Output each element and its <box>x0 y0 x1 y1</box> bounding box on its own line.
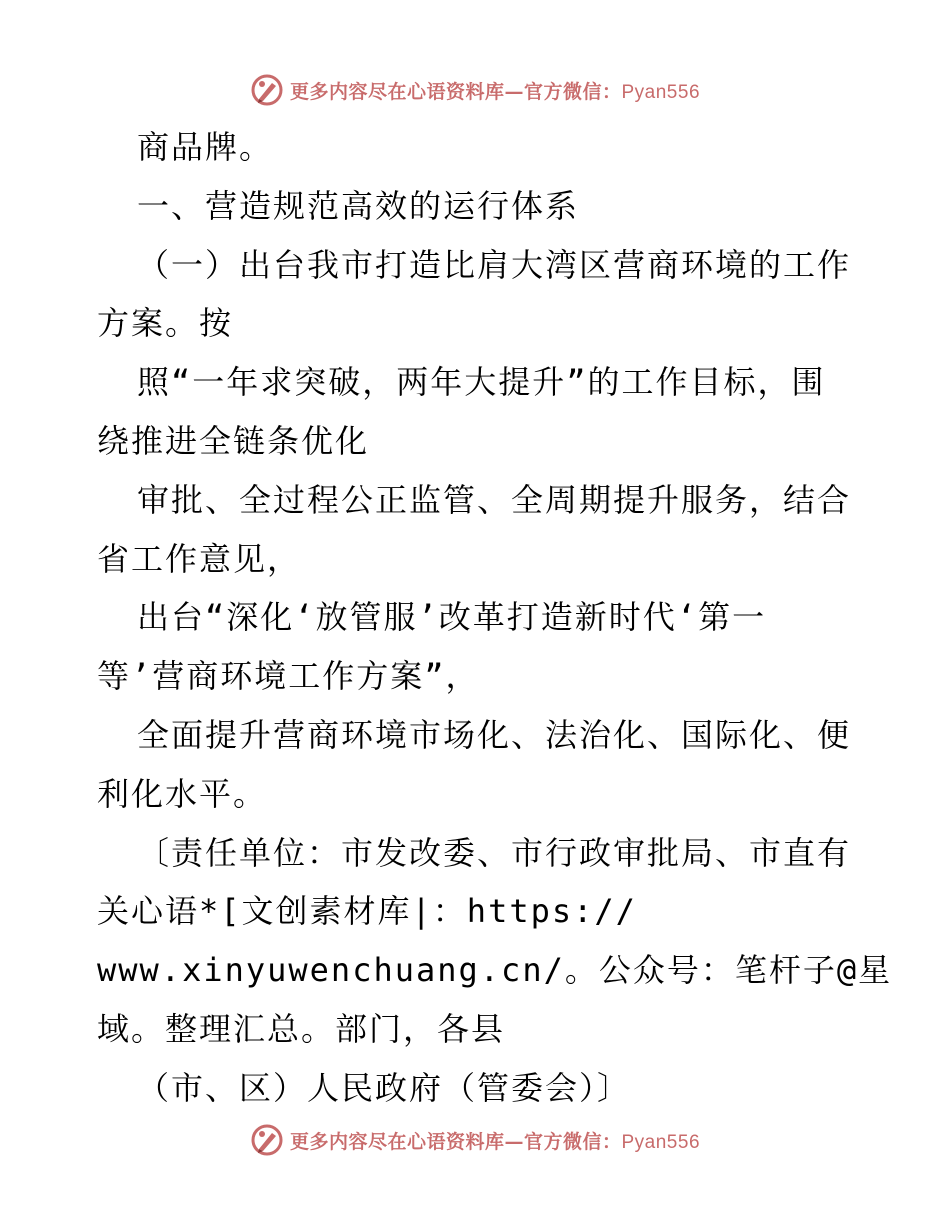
document-body <box>97 118 893 1118</box>
footer-banner-title: 更多内容尽在心语资料库—官方微信： <box>289 1130 622 1153</box>
body-line: 照“一年求突破，两年大提升”的工作目标，围 <box>137 363 826 402</box>
section-heading: 一、营造规范高效的运行体系 <box>137 186 580 225</box>
body-line: www.xinyuwenchuang.cn/。公众号：笔杆子@星 <box>97 951 893 990</box>
pen-nib-logo-icon <box>250 1123 284 1157</box>
body-line: 商品牌。 <box>137 128 274 166</box>
footer-banner <box>0 1120 950 1160</box>
body-line: （一）出台我市打造比肩大湾区营商环境的工作 <box>137 245 852 284</box>
body-line: 等’营商环境工作方案”， <box>97 657 480 696</box>
body-line: （市、区）人民政府（管委会）〕 <box>137 1068 632 1107</box>
footer-banner-text <box>290 1127 700 1154</box>
pen-nib-logo-icon <box>250 73 284 107</box>
body-line: 绕推进全链条优化 <box>97 421 370 460</box>
header-banner-text <box>290 77 700 104</box>
header-banner <box>0 70 950 110</box>
header-banner-account: Pyan556 <box>621 81 701 103</box>
header-banner-title: 更多内容尽在心语资料库—官方微信： <box>289 80 622 103</box>
body-line: 全面提升营商环境市场化、法治化、国际化、便 <box>137 715 852 754</box>
body-line: 〔责任单位：市发改委、市行政审批局、市直有 <box>137 833 852 872</box>
body-line: 出台“深化‘放管服’改革打造新时代‘第一 <box>137 598 767 637</box>
body-line: 利化水平。 <box>97 774 268 813</box>
body-line: 省工作意见， <box>97 539 302 578</box>
body-line: 域。整理汇总。部门，各县 <box>97 1009 506 1048</box>
body-line: 审批、全过程公正监管、全周期提升服务，结合 <box>137 480 852 519</box>
body-line: 关心语*[文创素材库|：https:// <box>97 892 637 931</box>
footer-banner-account: Pyan556 <box>621 1131 701 1153</box>
body-line: 方案。按 <box>97 304 234 343</box>
